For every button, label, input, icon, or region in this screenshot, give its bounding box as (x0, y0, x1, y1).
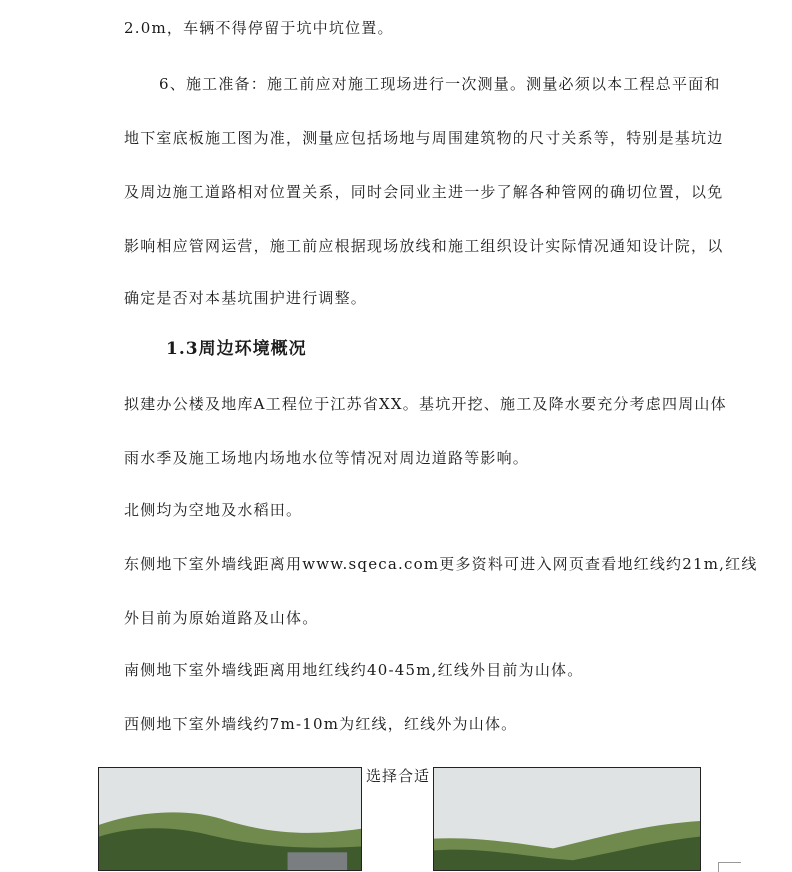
paragraph-south: 南侧地下室外墙线距离用地红线约40-45m,红线外目前为山体。 (124, 661, 584, 679)
text-line-2: 6、施工准备：施工前应对施工现场进行一次测量。测量必须以本工程总平面和 (159, 75, 721, 93)
text-line-4: 及周边施工道路相对位置关系，同时会同业主进一步了解各种管网的确切位置，以免 (124, 183, 724, 201)
site-photo-left (98, 767, 362, 871)
paragraph-line-2: 雨水季及施工场地内场地水位等情况对周边道路等影响。 (124, 449, 530, 467)
paragraph-west: 西侧地下室外墙线约7m-10m为红线，红线外为山体。 (124, 715, 518, 733)
paragraph-east-cont: 外目前为原始道路及山体。 (124, 609, 319, 627)
text-line-1: 2.0m，车辆不得停留于坑中坑位置。 (124, 19, 394, 37)
site-photo-right (433, 767, 701, 871)
text-line-6: 确定是否对本基坑围护进行调整。 (124, 289, 368, 307)
caption-fragment: 选择合适 (366, 767, 431, 785)
paragraph-north: 北侧均为空地及水稻田。 (124, 501, 303, 519)
section-heading: 1.3周边环境概况 (166, 339, 307, 359)
text-line-5: 影响相应管网运营，施工前应根据现场放线和施工组织设计实际情况通知设计院，以 (124, 237, 724, 255)
paragraph-line-1: 拟建办公楼及地库A工程位于江苏省XX。基坑开挖、施工及降水要充分考虑四周山体 (124, 395, 727, 413)
paragraph-east: 东侧地下室外墙线距离用www.sqeca.com更多资料可进入网页查看地红线约21m,红线 (124, 555, 758, 573)
text-line-3: 地下室底板施工图为准，测量应包括场地与周围建筑物的尺寸关系等，特别是基坑边 (124, 129, 724, 147)
